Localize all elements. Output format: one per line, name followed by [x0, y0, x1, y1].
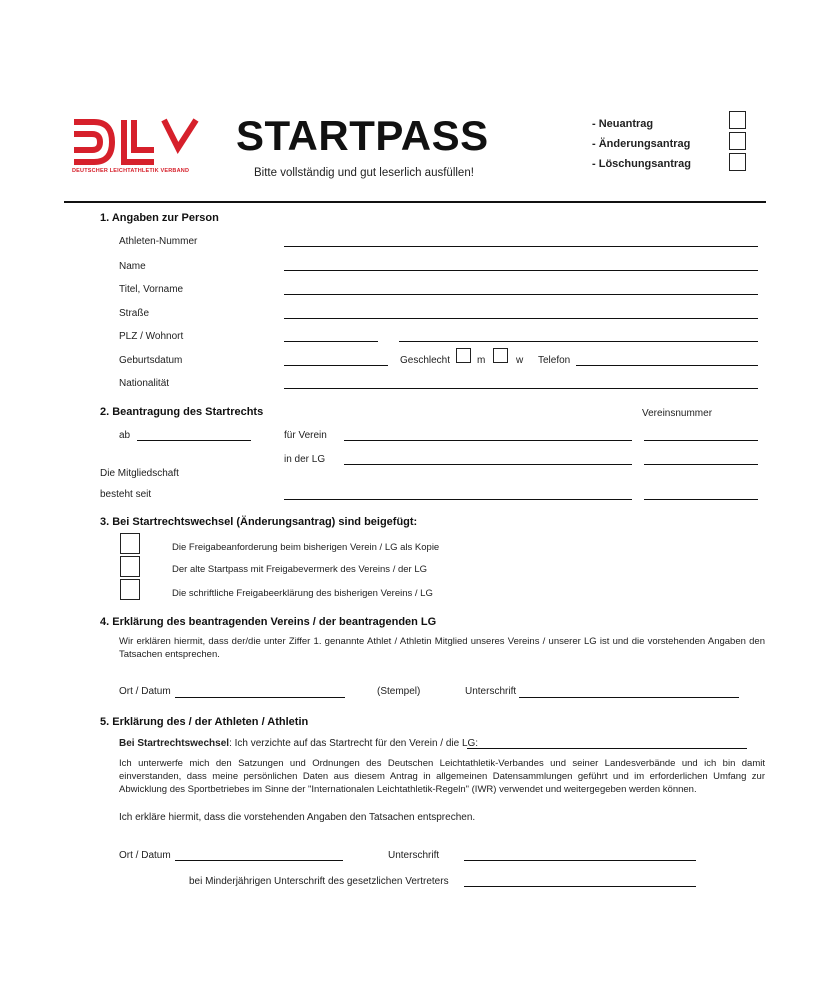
section5-declaration-text: Ich unterwerfe mich den Satzungen und Ordnungen des Deutschen Leichtathletik-Verbandes und seiner Landesverbände und ich bin damit einverstanden, dass meine persönlichen Daten aus diesem Antrag in allgemeinen Datensammlungen geführt und im erforderlichen Umfang zur Abwicklung des Sportbetriebes im Sinne der "Internationalen Leichtathletik-Regeln" (IWR) verwendet und weitergegeben werden können. — [119, 758, 765, 795]
membership-since-field[interactable] — [284, 499, 632, 500]
name-field[interactable] — [284, 270, 758, 271]
option-change-checkbox[interactable] — [729, 132, 746, 150]
nationality-field[interactable] — [284, 388, 758, 389]
zip-city-label: PLZ / Wohnort — [119, 331, 184, 342]
phone-field[interactable] — [576, 365, 758, 366]
gender-male-label: m — [477, 355, 486, 366]
guardian-signature-label: bei Minderjährigen Unterschrift des gesetzlichen Vertreters — [189, 876, 449, 887]
membership-label-line1: Die Mitgliedschaft — [100, 468, 179, 479]
membership-extra-field[interactable] — [644, 499, 758, 500]
gender-label: Geschlecht — [400, 355, 451, 366]
section3-heading: 3. Bei Startrechtswechsel (Änderungsantrag) sind beigefügt: — [100, 516, 418, 528]
club-signature-field[interactable] — [519, 697, 739, 698]
section2-heading: 2. Beantragung des Startrechts — [100, 406, 264, 418]
waiver-label — [119, 738, 478, 749]
nationality-label: Nationalität — [119, 378, 170, 389]
club-name-field[interactable] — [344, 440, 632, 441]
stamp-label: (Stempel) — [377, 686, 421, 697]
from-label: ab — [119, 430, 131, 441]
club-number-label: Vereinsnummer — [642, 408, 713, 419]
street-label: Straße — [119, 308, 150, 319]
birthdate-field[interactable] — [284, 365, 388, 366]
lg-number-field[interactable] — [644, 464, 758, 465]
zip-field[interactable] — [284, 341, 378, 342]
athlete-signature-label: Unterschrift — [388, 850, 440, 861]
athlete-place-date-label: Ort / Datum — [119, 850, 171, 861]
lg-name-field[interactable] — [344, 464, 632, 465]
club-place-date-label: Ort / Datum — [119, 686, 171, 697]
club-number-field[interactable] — [644, 440, 758, 441]
athlete-number-field[interactable] — [284, 246, 758, 247]
attachment-release-request-label: Die Freigabeanforderung beim bisherigen Verein / LG als Kopie — [172, 542, 440, 553]
guardian-signature-field[interactable] — [464, 886, 696, 887]
athlete-place-date-field[interactable] — [175, 860, 343, 861]
option-new-checkbox[interactable] — [729, 111, 746, 129]
from-date-field[interactable] — [137, 440, 251, 441]
page-subtitle: Bitte vollständig und gut leserlich ausfüllen! — [254, 167, 474, 179]
attachment-old-pass-label: Der alte Startpass mit Freigabevermerk des Vereins / der LG — [172, 564, 428, 575]
athlete-number-label: Athleten-Nummer — [119, 236, 198, 247]
section5-heading: 5. Erklärung des / der Athleten / Athletin — [100, 716, 309, 728]
club-place-date-field[interactable] — [175, 697, 345, 698]
street-field[interactable] — [284, 318, 758, 319]
gender-male-checkbox[interactable] — [456, 348, 471, 363]
page-title: STARTPASS — [236, 112, 489, 159]
in-lg-label: in der LG — [284, 454, 326, 465]
city-field[interactable] — [399, 341, 758, 342]
section5-confirm-text: Ich erkläre hiermit, dass die vorstehenden Angaben den Tatsachen entsprechen. — [119, 812, 476, 823]
option-new-label: - Neuantrag — [592, 118, 654, 130]
name-label: Name — [119, 261, 146, 272]
attachment-old-pass-checkbox[interactable] — [120, 556, 140, 577]
logo-caption: DEUTSCHER LEICHTATHLETIK VERBAND — [72, 168, 190, 174]
title-firstname-label: Titel, Vorname — [119, 284, 184, 295]
section1-heading: 1. Angaben zur Person — [100, 212, 219, 224]
phone-label: Telefon — [538, 355, 571, 366]
attachment-written-release-checkbox[interactable] — [120, 579, 140, 600]
section4-declaration-text: Wir erklären hiermit, dass der/die unter Ziffer 1. genannte Athlet / Athletin Mitglied unseres Vereins / unserer LG ist und die vorstehenden Angaben den Tatsachen entsprechen. — [119, 636, 765, 660]
option-delete-label: - Löschungsantrag — [592, 158, 692, 170]
for-club-label: für Verein — [284, 430, 327, 441]
title-firstname-field[interactable] — [284, 294, 758, 295]
section4-heading: 4. Erklärung des beantragenden Vereins / der beantragenden LG — [100, 616, 437, 628]
option-delete-checkbox[interactable] — [729, 153, 746, 171]
membership-label-line2: besteht seit — [100, 489, 152, 500]
attachment-release-request-checkbox[interactable] — [120, 533, 140, 554]
header-divider — [64, 201, 766, 203]
attachment-written-release-label: Die schriftliche Freigabeerklärung des bisherigen Vereins / LG — [172, 588, 433, 599]
option-change-label: - Änderungsantrag — [592, 138, 691, 150]
waiver-bold-label: Bei Startrechtswechsel — [119, 738, 230, 749]
waiver-club-field[interactable] — [467, 748, 747, 749]
birthdate-label: Geburtsdatum — [119, 355, 183, 366]
athlete-signature-field[interactable] — [464, 860, 696, 861]
club-signature-label: Unterschrift — [465, 686, 517, 697]
gender-female-label: w — [516, 355, 524, 366]
gender-female-checkbox[interactable] — [493, 348, 508, 363]
waiver-text: : Ich verzichte auf das Startrecht für den Verein / die LG: — [229, 738, 479, 749]
